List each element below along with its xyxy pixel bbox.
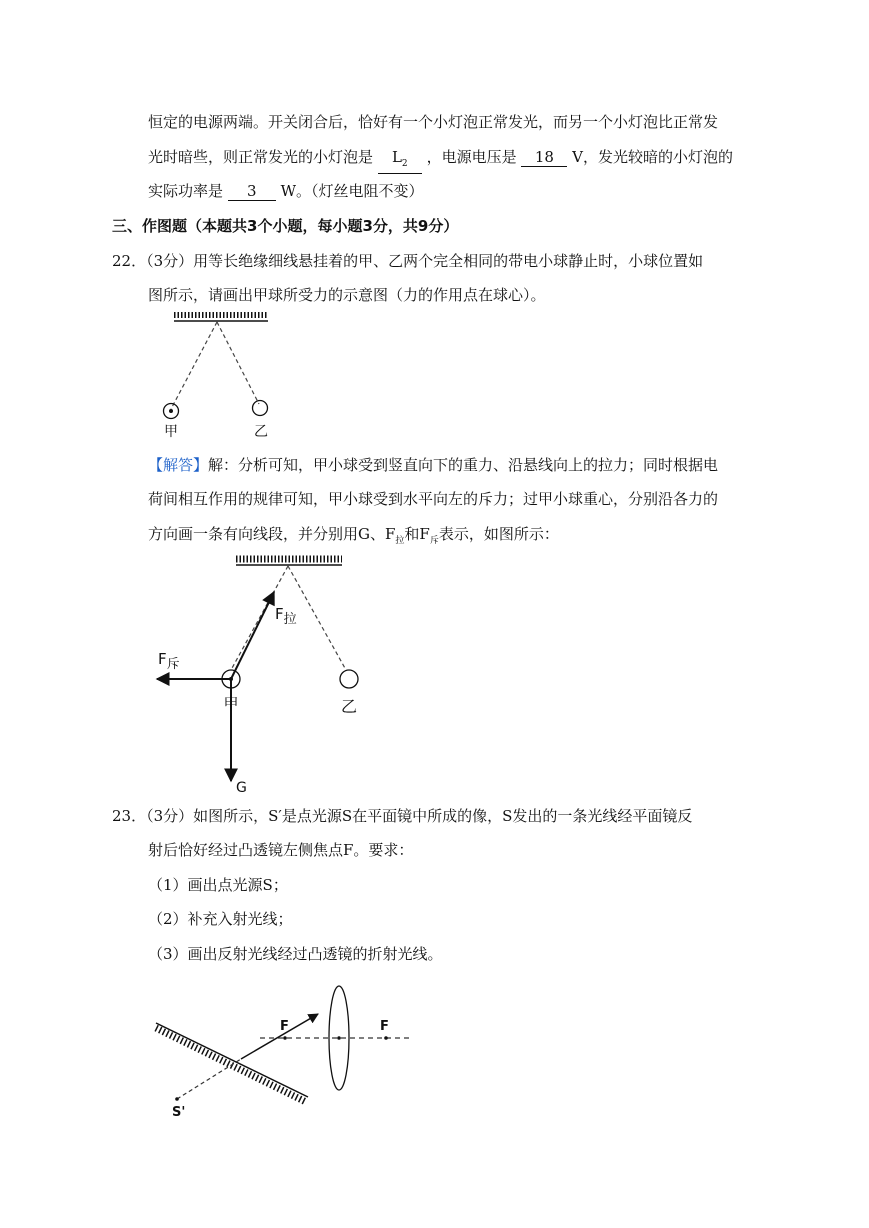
answer-text3a: 方向画一条有向线段，并分别用G、F xyxy=(148,525,396,543)
answer-text3c: 表示，如图所示： xyxy=(438,525,559,543)
q23-line2: 射后恰好经过凸透镜左侧焦点F。要求： xyxy=(148,841,414,859)
answer-text1: 解：分析可知，甲小球受到竖直向下的重力、沿悬线向上的拉力；同时根据电 xyxy=(208,456,719,474)
q23-req2: （2）补充入射光线； xyxy=(148,910,293,928)
thread-yi-2 xyxy=(288,566,346,670)
q22-answer-line3 xyxy=(148,524,559,551)
q22-figure xyxy=(160,312,290,442)
label-yi: 乙 xyxy=(254,424,268,440)
q21-line2-c: V，发光较暗的小灯泡的 xyxy=(572,148,733,166)
ceiling-hatch-2 xyxy=(236,559,342,565)
q22-answer-line1 xyxy=(148,455,718,475)
answer-text3b: 和F xyxy=(404,525,430,543)
q21-line3-b: W。（灯丝电阻不变） xyxy=(280,182,424,200)
blank1-text: L xyxy=(391,148,402,166)
q22-line1 xyxy=(112,251,703,271)
q22-number: 22． xyxy=(112,252,147,270)
label-F-right: F xyxy=(380,1019,389,1034)
q22-line2: 图所示，请画出甲球所受力的示意图（力的作用点在球心）。 xyxy=(148,286,546,304)
q22-answer-line2: 荷间相互作用的规律可知，甲小球受到水平向左的斥力；过甲小球重心，分别沿各力的 xyxy=(148,490,719,508)
force-tension-arrow xyxy=(231,592,274,679)
label-F-chi: F斥 xyxy=(158,650,180,672)
optical-center xyxy=(337,1036,341,1040)
label-F-la: F拉 xyxy=(275,605,297,627)
answer-tag: 【解答】 xyxy=(148,456,209,474)
q22-text1: （3分）用等长绝缘细线悬挂着的甲、乙两个完全相同的带电小球静止时，小球位置如 xyxy=(146,252,704,270)
q23-req3: （3）画出反射光线经过凸透镜的折射光线。 xyxy=(148,945,443,963)
section-title: 三、作图题（本题共3个小题，每小题3分，共9分） xyxy=(112,217,459,235)
answer-sub2: 斥 xyxy=(429,536,439,546)
reflected-ray-extension xyxy=(177,1059,241,1099)
label-S-prime: S' xyxy=(172,1105,186,1120)
label-jia-2: 甲 xyxy=(223,695,239,713)
q23-figure xyxy=(150,978,440,1128)
label-G: G xyxy=(236,780,247,796)
q21-line2 xyxy=(148,147,733,174)
focus-right xyxy=(384,1036,388,1040)
q21-blank2: 18 xyxy=(521,148,567,167)
ceiling-hatch xyxy=(174,315,268,321)
q21-line2-b: ，电源电压是 xyxy=(426,148,517,166)
q21-line2-a: 光时暗些，则正常发光的小灯泡是 xyxy=(148,148,374,166)
plane-mirror xyxy=(156,1023,308,1102)
q22-answer-figure xyxy=(148,552,378,802)
label-F-left: F xyxy=(280,1019,289,1034)
q21-blank3: 3 xyxy=(228,182,276,201)
q23-text1: （3分）如图所示，S′是点光源S在平面镜中所成的像，S发出的一条光线经平面镜反 xyxy=(146,807,693,825)
q21-line1: 恒定的电源两端。开关闭合后，恰好有一个小灯泡正常发光，而另一个小灯泡比正常发 xyxy=(148,113,719,131)
q23-line1 xyxy=(112,806,692,826)
blank1-sub: 2 xyxy=(401,159,408,169)
ball-jia-center xyxy=(169,409,173,413)
q21-blank1 xyxy=(378,148,422,174)
q23-req1: （1）画出点光源S； xyxy=(148,876,288,894)
label-yi-2: 乙 xyxy=(340,697,358,716)
image-point xyxy=(175,1097,179,1101)
focus-left xyxy=(283,1036,287,1040)
q21-line3-a: 实际功率是 xyxy=(148,182,224,200)
ball-yi-2 xyxy=(340,670,358,688)
thread-jia xyxy=(171,322,217,409)
q23-number: 23． xyxy=(112,807,147,825)
thread-yi xyxy=(217,322,259,404)
ball-yi xyxy=(253,401,268,416)
answer-sub1: 拉 xyxy=(395,536,405,546)
label-jia: 甲 xyxy=(164,424,178,440)
q21-line3 xyxy=(148,181,424,201)
